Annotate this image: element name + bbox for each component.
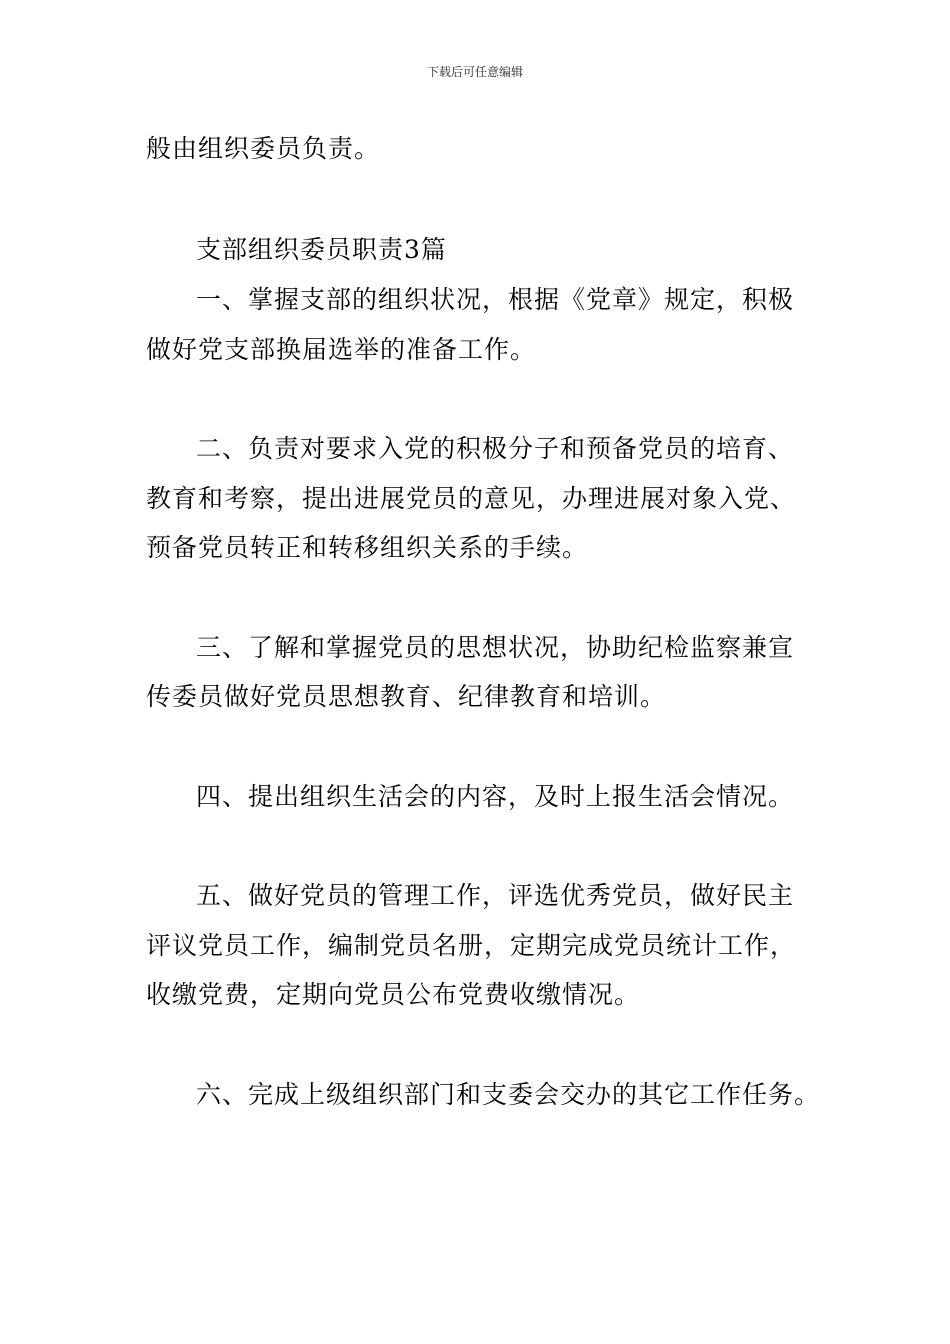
item-3-line-2: 传委员做好党员思想教育、纪律教育和培训。 <box>146 682 667 711</box>
item-5-line-3: 收缴党费，定期向党员公布党费收缴情况。 <box>146 980 641 1009</box>
page-header: 下载后可任意编辑 <box>426 65 523 79</box>
item-5-line-1: 五、做好党员的管理工作，评选优秀党员，做好民主 <box>196 881 795 910</box>
item-1-line-2: 做好党支部换届选举的准备工作。 <box>146 335 537 364</box>
section-title: 支部组织委员职责3篇 <box>196 235 447 264</box>
item-6-line-1: 六、完成上级组织部门和支委会交办的其它工作任务。 <box>196 1080 821 1109</box>
item-3-line-1: 三、了解和掌握党员的思想状况，协助纪检监察兼宣 <box>196 633 795 662</box>
item-4-line-1: 四、提出组织生活会的内容，及时上报生活会情况。 <box>196 782 795 811</box>
item-1-line-1: 一、掌握支部的组织状况，根据《党章》规定，积极 <box>196 285 795 314</box>
item-2-line-1: 二、负责对要求入党的积极分子和预备党员的培育、 <box>196 434 795 463</box>
item-2-line-2: 教育和考察，提出进展党员的意见，办理进展对象入党、 <box>146 484 797 513</box>
item-2-line-3: 预备党员转正和转移组织关系的手续。 <box>146 533 589 562</box>
text-line-continuation: 般由组织委员负责。 <box>146 134 381 163</box>
item-5-line-2: 评议党员工作，编制党员名册，定期完成党员统计工作， <box>146 931 797 960</box>
